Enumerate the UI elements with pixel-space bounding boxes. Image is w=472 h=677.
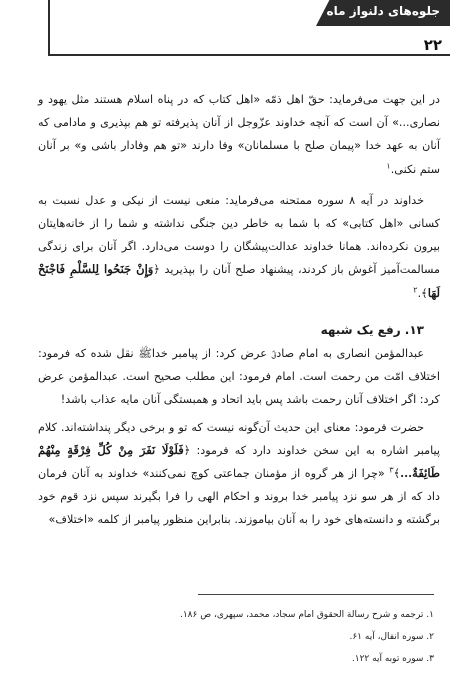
paragraph-2-end: ﴾. xyxy=(417,286,428,300)
paragraph-3: عبدالمؤمن انصاری به امام صادقؑ عرض کرد: از پیامبر خداﷺ نقل شده که فرمود: اختلاف امّت من رحمت است. امام فرمود: این مطلب صحیح است. عبدالمؤمن عرض کرد: اگر اختلاف آنان رحمت باشد پس باید اتحاد و همبستگی آنان مایه عذاب باشد! xyxy=(38,347,440,407)
paragraph-4-mid: ﴾ xyxy=(393,467,401,481)
quran-verse-1: وَإِنْ جَنَحُوا لِلسَّلْمِ فَاجْنَحْ لَهَا xyxy=(38,262,440,300)
paragraph-2-text: خداوند در آیه ۸ سوره ممتحنه می‌فرماید: منعی نیست از نیکی و عدل نسبت به کسانی «اهل کتابی» که با شما به خاطر دین جنگی نداشته و شما را از خانه‌هایتان بیرون نکرده‌اند. همانا خداوند عدالت‌پیشگان را دوست می‌دارد. اگر آنان برای زندگی مسالمت‌آمیز آغوش باز کردند، پیشنهاد صلح آنان را بپذیرید ﴿ xyxy=(38,193,440,277)
footnote-ref-1: ۱ xyxy=(386,160,391,170)
paragraph-4 xyxy=(38,416,440,532)
paragraph-2 xyxy=(38,189,440,305)
footnotes xyxy=(32,604,434,670)
paragraph-4-end: «چرا از هر گروه از مؤمنان جماعتی کوچ نمی‌کنند» خداوند به آنان فرمان داد که از هر سو نزد پیامبر خدا بروند و احکام الهی را فرا بگیرند سپس نزد قوم خود برگشته و دانسته‌های خود را به آنان بیاموزند. بنابراین منظور پیامبر از کلمه «اختلاف» xyxy=(38,467,440,527)
paragraph-1-text: در این جهت می‌فرماید: حقّ اهل ذمّه «اهل کتاب که در پناه اسلام هستند مثل یهود و نصاری...» آن است که آنچه خداوند عزّوجل از آنان پذیرفته تو هم بپذیری و مادامی که آنان به عهد خدا «پیمان صلح با مسلمانان» وفا دارند «تو هم وفادار باشی و» بر آنان ستم نکنی. xyxy=(38,93,440,176)
footnote-2: ۲. سوره انفال، آیه ۶۱. xyxy=(349,632,434,642)
footnote-ref-2: ۲ xyxy=(413,284,418,294)
section-title: ۱۳. رفع یک شبهه xyxy=(320,322,424,337)
page-number: ۲۲ xyxy=(423,36,442,54)
paragraph-1 xyxy=(38,88,440,181)
quran-verse-2: فَلَوْلَا نَفَرَ مِنْ كُلِّ فِرْقَةٍ مِنْهُمْ طَائِفَةٌ... xyxy=(38,442,440,481)
footnote-divider xyxy=(198,594,434,595)
running-title: جلوه‌های دلنواز ماه xyxy=(326,4,440,18)
footnote-3: ۳. سوره توبه آیه ۱۲۲. xyxy=(351,654,434,664)
page-header xyxy=(0,0,472,62)
footnote-1: ۱. ترجمه و شرح رسالة الحقوق امام سجاد، محمد، سپهری، ص ۱۸۶. xyxy=(179,610,434,620)
page-body xyxy=(38,88,440,532)
paragraph-4-text: حضرت فرمود: معنای این حدیث آن‌گونه نیست که تو و برخی دیگر پنداشته‌اند. کلام پیامبر اشاره به این سخن خداوند دارد که فرمود: ﴿ xyxy=(38,420,441,457)
footnote-ref-3: ۳ xyxy=(389,465,394,475)
